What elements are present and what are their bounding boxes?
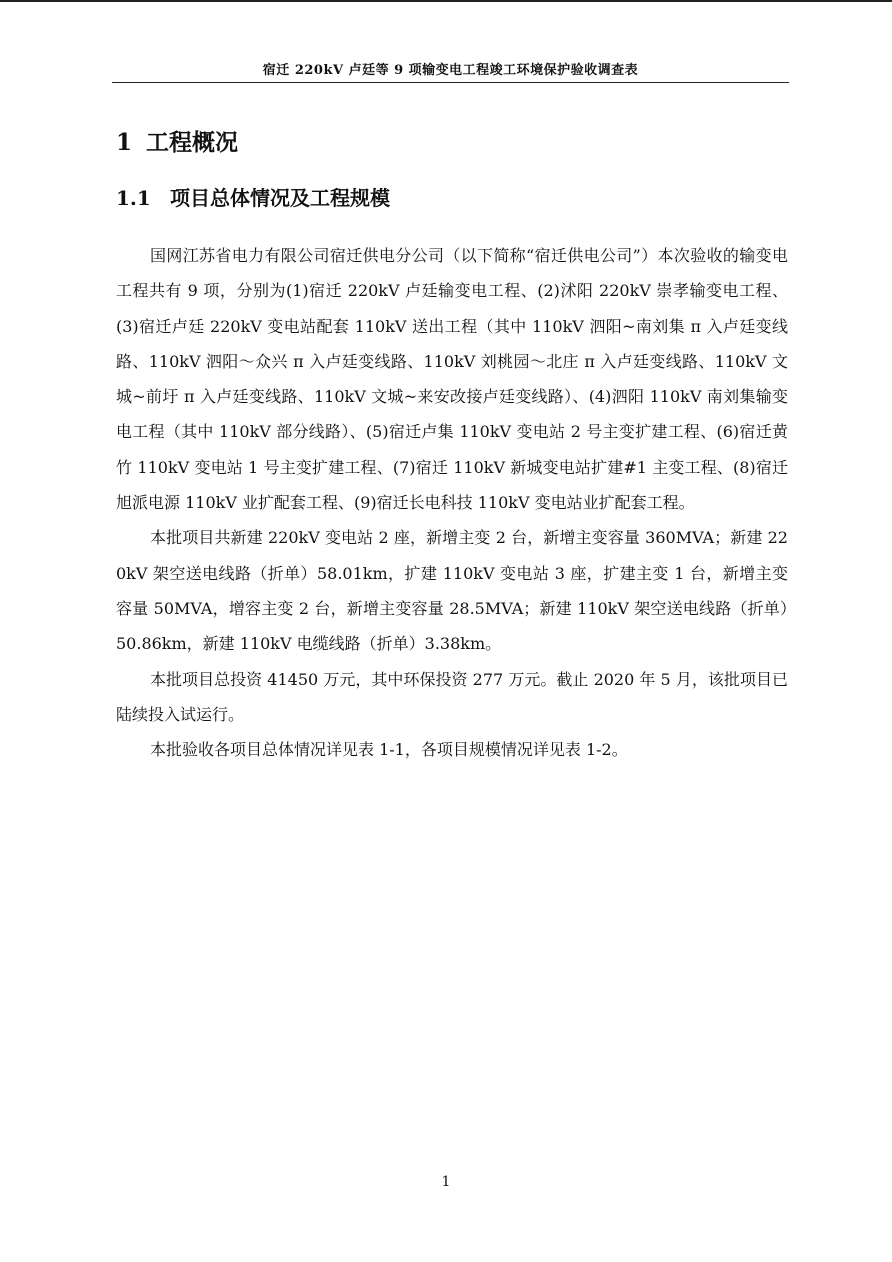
chapter-heading <box>116 126 238 160</box>
section-number: 1.1 <box>116 186 151 210</box>
section-heading <box>116 182 390 214</box>
page-number: 1 <box>441 1174 451 1190</box>
paragraph-project-list: 国网江苏省电力有限公司宿迁供电分公司（以下简称“宿迁供电公司”）本次验收的输变电工程共有 9 项，分别为(1)宿迁 220kV 卢廷输变电工程、(2)沭阳 220kV 崇孝输变电工程、(3)宿迁卢廷 220kV 变电站配套 110kV 送出工程（其中 110kV 泗阳~南刘集 π 入卢廷变线路、110kV 泗阳～众兴 π 入卢廷变线路、110kV 刘桃园～北庄 π 入卢廷变线路、110kV 文城~前圩 π 入卢廷变线路、110kV 文城~来安改接卢廷变线路）、(4)泗阳 110kV 南刘集输变电工程（其中 110kV 部分线路）、(5)宿迁卢集 110kV 变电站 2 号主变扩建工程、(6)宿迁黄竹 110kV 变电站 1 号主变扩建工程、(7)宿迁 110kV 新城变电站扩建#1 主变工程、(8)宿迁旭派电源 110kV 业扩配套工程、(9)宿迁长电科技 110kV 变电站业扩配套工程。 <box>116 246 788 513</box>
paragraph-investment: 本批项目总投资 41450 万元，其中环保投资 277 万元。截止 2020 年 5 月，该批项目已陆续投入试运行。 <box>116 669 788 724</box>
header-rule <box>112 82 789 83</box>
section-title: 项目总体情况及工程规模 <box>170 186 390 210</box>
page-top-border <box>0 0 892 2</box>
running-header: 宿迁 220kV 卢廷等 9 项输变电工程竣工环境保护验收调查表 <box>262 63 639 78</box>
chapter-number: 1 <box>116 129 133 156</box>
body-text <box>116 238 788 767</box>
chapter-title: 工程概况 <box>146 129 239 156</box>
paragraph-project-scale: 本批项目共新建 220kV 变电站 2 座，新增主变 2 台，新增主变容量 360MVA；新建 220kV 架空送电线路（折单）58.01km，扩建 110kV 变电站 3 座，扩建主变 1 台，新增主变容量 50MVA，增容主变 2 台，新增主变容量 28.5MVA；新建 110kV 架空送电线路（折单）50.86km，新建 110kV 电缆线路（折单）3.38km。 <box>116 528 788 654</box>
paragraph-table-reference: 本批验收各项目总体情况详见表 1-1，各项目规模情况详见表 1-2。 <box>150 740 628 760</box>
